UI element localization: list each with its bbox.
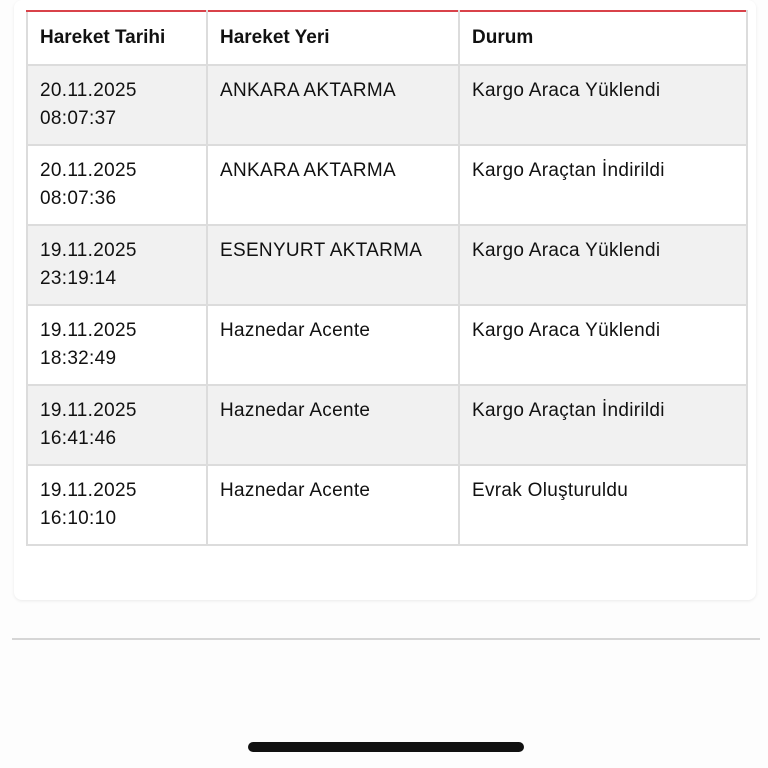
cell-status: Evrak Oluşturuldu	[459, 465, 747, 545]
cell-time: 16:41:46	[40, 428, 117, 449]
cell-datetime	[27, 225, 207, 305]
table-row	[27, 225, 747, 305]
cell-date: 19.11.2025	[40, 240, 137, 261]
cell-status: Kargo Araca Yüklendi	[459, 225, 747, 305]
cell-place: ESENYURT AKTARMA	[207, 225, 459, 305]
cell-time: 23:19:14	[40, 268, 117, 289]
cell-date: 19.11.2025	[40, 320, 137, 341]
cell-place: Haznedar Acente	[207, 465, 459, 545]
cell-date: 19.11.2025	[40, 400, 137, 421]
table-row	[27, 305, 747, 385]
cell-place: ANKARA AKTARMA	[207, 65, 459, 145]
cell-time: 18:32:49	[40, 348, 117, 369]
cell-status: Kargo Araçtan İndirildi	[459, 385, 747, 465]
cell-date: 19.11.2025	[40, 480, 137, 501]
shipment-movements-table	[26, 10, 748, 546]
table-row	[27, 65, 747, 145]
cell-status: Kargo Araçtan İndirildi	[459, 145, 747, 225]
cell-place: ANKARA AKTARMA	[207, 145, 459, 225]
header-status: Durum	[459, 11, 747, 65]
cell-time: 08:07:37	[40, 108, 117, 129]
divider	[12, 638, 760, 640]
cell-datetime	[27, 385, 207, 465]
cell-date: 20.11.2025	[40, 160, 137, 181]
header-date: Hareket Tarihi	[27, 11, 207, 65]
cell-status: Kargo Araca Yüklendi	[459, 305, 747, 385]
cell-datetime	[27, 305, 207, 385]
cell-place: Haznedar Acente	[207, 385, 459, 465]
table-row	[27, 465, 747, 545]
cell-datetime	[27, 65, 207, 145]
cell-datetime	[27, 145, 207, 225]
table-row	[27, 385, 747, 465]
home-indicator[interactable]	[248, 742, 524, 752]
cell-time: 08:07:36	[40, 188, 117, 209]
table-row	[27, 145, 747, 225]
cell-datetime	[27, 465, 207, 545]
cell-time: 16:10:10	[40, 508, 117, 529]
header-place: Hareket Yeri	[207, 11, 459, 65]
table-header-row	[27, 11, 747, 65]
cell-place: Haznedar Acente	[207, 305, 459, 385]
cell-date: 20.11.2025	[40, 80, 137, 101]
cell-status: Kargo Araca Yüklendi	[459, 65, 747, 145]
